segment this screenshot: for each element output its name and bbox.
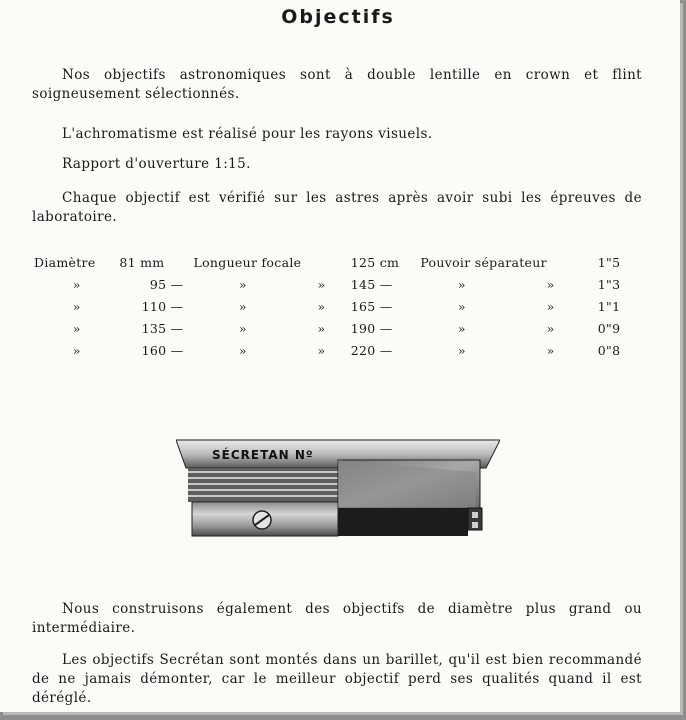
resolving-power-value: 1"3 <box>597 276 621 292</box>
diameter-value: 81 mm <box>119 254 165 270</box>
engraving-text: SÉCRETAN Nº <box>212 448 314 462</box>
ditto-mark: » <box>317 342 326 358</box>
resolving-power-label: Pouvoir séparateur <box>420 254 547 270</box>
ditto-mark: » <box>546 320 555 336</box>
diameter-value: 135 — <box>141 320 184 336</box>
thread-section <box>188 468 338 502</box>
resolving-power-value: 0"9 <box>597 320 621 336</box>
ditto-mark: » <box>238 298 247 314</box>
ditto-mark: » <box>238 342 247 358</box>
ditto-mark: » <box>457 342 466 358</box>
ditto-mark: » <box>317 276 326 292</box>
paragraph-aperture-ratio: Rapport d'ouverture 1:15. <box>62 156 251 172</box>
ditto-mark: » <box>238 276 247 292</box>
paragraph-lenses: Nos objectifs astronomiques sont à double lentille en crown et flint soigneusement sélectionnés. <box>32 67 642 102</box>
diameter-value: 160 — <box>141 342 184 358</box>
ditto-mark: » <box>317 320 326 336</box>
paragraph-mounting-cell: Les objectifs Secrétan sont montés dans un barillet, qu'il est bien recommandé de ne jamais démonter, car le meilleur objectif perd ses qualités quand il est déréglé. <box>32 652 642 706</box>
ditto-mark: » <box>72 276 81 292</box>
ditto-mark: » <box>546 342 555 358</box>
focal-length-value: 165 — <box>350 298 393 314</box>
resolving-power-value: 1"5 <box>597 254 621 270</box>
table-row <box>34 251 654 273</box>
lens-specs-table <box>34 251 654 361</box>
flint-lens-section <box>338 508 468 536</box>
table-row <box>34 295 654 317</box>
ditto-mark: » <box>546 276 555 292</box>
ditto-mark: » <box>72 342 81 358</box>
ditto-mark: » <box>457 298 466 314</box>
ditto-mark: » <box>72 320 81 336</box>
table-row <box>34 273 654 295</box>
screw-icon <box>253 511 271 529</box>
table-row <box>34 317 654 339</box>
focal-length-label: Longueur focale <box>193 254 302 270</box>
focal-length-value: 190 — <box>350 320 393 336</box>
ditto-mark: » <box>72 298 81 314</box>
diameter-label: Diamètre <box>34 254 96 270</box>
focal-length-value: 220 — <box>350 342 393 358</box>
diameter-value: 95 — <box>149 276 184 292</box>
paragraph-verification: Chaque objectif est vérifié sur les astres après avoir subi les épreuves de laboratoire. <box>32 190 642 225</box>
diameter-value: 110 — <box>141 298 184 314</box>
ditto-mark: » <box>457 276 466 292</box>
resolving-power-value: 0"8 <box>597 342 621 358</box>
ditto-mark: » <box>317 298 326 314</box>
focal-length-value: 145 — <box>350 276 393 292</box>
paragraph-larger-diameters: Nous construisons également des objectifs de diamètre plus grand ou intermédiaire. <box>32 601 642 636</box>
page-title: Objectifs <box>281 6 395 28</box>
table-row <box>34 339 654 361</box>
paragraph-achromatism: L'achromatisme est réalisé pour les rayons visuels. <box>62 126 433 142</box>
resolving-power-value: 1"1 <box>597 298 621 314</box>
ditto-mark: » <box>546 298 555 314</box>
ditto-mark: » <box>457 320 466 336</box>
lens-cell-illustration <box>176 434 500 542</box>
ditto-mark: » <box>238 320 247 336</box>
focal-length-value: 125 cm <box>350 254 400 270</box>
